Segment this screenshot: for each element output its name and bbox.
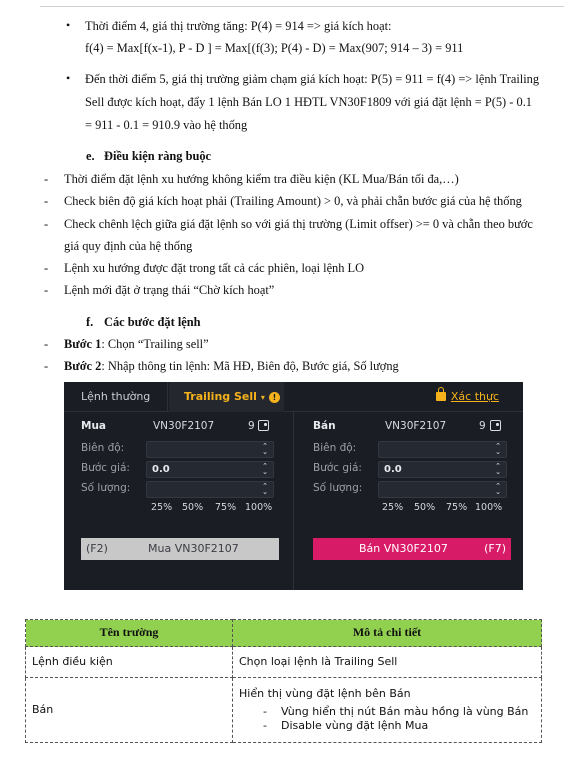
trading-panel (64, 382, 523, 590)
sell-button[interactable] (313, 538, 511, 560)
stepper-icon[interactable]: ⌃ ⌄ (495, 462, 501, 476)
constraint-item: Lệnh mới đặt ở trạng thái “Chờ kích hoạt” (64, 283, 275, 297)
step-2-label: Bước 2 (64, 359, 102, 373)
buy-range-input[interactable] (146, 441, 274, 458)
tab-trailing-sell[interactable] (169, 382, 284, 412)
sell-pct-100[interactable]: 100% (475, 502, 503, 513)
section-e-number: e. (86, 149, 95, 163)
buy-step-label: Bước giá: (81, 462, 130, 474)
bullet-1-line-2: f(4) = Max[f(x-1), P - D ] = Max[(f(3); P(4) - D) = Max(907; 914 – 3) = 911 (85, 41, 464, 55)
stepper-icon[interactable]: ⌃ ⌄ (495, 442, 501, 456)
sell-symbol: VN30F2107 (385, 420, 447, 432)
sell-step-value: 0.0 (384, 464, 402, 475)
sell-range-input[interactable] (378, 441, 507, 458)
buy-step-input[interactable] (146, 461, 274, 478)
dash: - (44, 337, 49, 351)
table-cell-name: Lệnh điều kiện (26, 647, 233, 678)
table-cell-name: Bán (26, 678, 233, 743)
table-row (26, 647, 542, 678)
buy-max-qty: 9 (248, 420, 255, 432)
sell-step-input[interactable] (378, 461, 507, 478)
sell-pct-75[interactable]: 75% (446, 502, 468, 513)
sell-range-label: Biên độ: (313, 442, 357, 454)
sell-qty-input[interactable] (378, 481, 507, 498)
bullet-1-line-1: Thời điểm 4, giá thị trường tăng: P(4) = 914 => giá kích hoạt: (85, 19, 392, 33)
dash: - (44, 172, 49, 186)
buy-button-label: Mua VN30F2107 (148, 542, 239, 555)
buy-button[interactable] (81, 538, 279, 560)
tab-normal-label: Lệnh thường (81, 390, 151, 403)
section-f-title: Các bước đặt lệnh (104, 315, 201, 329)
dash: - (44, 217, 49, 231)
table-cell-desc-block (233, 678, 542, 743)
lock-icon (436, 392, 446, 401)
dash: - (44, 359, 49, 373)
table-sub-list (263, 705, 541, 733)
buy-button-key: (F2) (86, 542, 108, 555)
buy-pct-100[interactable]: 100% (245, 502, 273, 513)
bullet-2-line-3: = 911 - 0.1 = 910.9 vào hệ thống (85, 118, 248, 132)
buy-pct-50[interactable]: 50% (182, 502, 204, 513)
wallet-icon[interactable] (258, 420, 269, 431)
wallet-icon[interactable] (490, 420, 501, 431)
tab-trailing-label: Trailing Sell (184, 390, 257, 403)
sell-step-label: Bước giá: (313, 462, 362, 474)
sell-title: Bán (313, 420, 336, 432)
sell-qty-label: Số lượng: (313, 482, 363, 494)
buy-qty-label: Số lượng: (81, 482, 131, 494)
buy-pct-75[interactable]: 75% (215, 502, 237, 513)
buy-side (64, 412, 294, 590)
section-e-title: Điều kiện ràng buộc (104, 149, 212, 163)
stepper-icon[interactable]: ⌃ ⌄ (495, 482, 501, 496)
table-header-desc: Mô tả chi tiết (233, 620, 542, 647)
table-cell-desc: Chọn loại lệnh là Trailing Sell (233, 647, 542, 678)
constraint-item: Thời điểm đặt lệnh xu hướng không kiểm tra điều kiện (KL Mua/Bán tối đa,…) (64, 172, 459, 186)
table-row (26, 678, 542, 743)
table-header-name: Tên trường (26, 620, 233, 647)
verify-label: Xác thực (450, 390, 499, 403)
stepper-icon[interactable]: ⌃ ⌄ (262, 462, 268, 476)
list-item: - Vùng hiển thị nút Bán màu hồng là vùng Bán (263, 705, 541, 719)
bullet-2-line-1: Đến thời điểm 5, giá thị trường giảm chạm giá kích hoạt: P(5) = 911 = f(4) => lệnh Trailing (85, 72, 540, 86)
stepper-icon[interactable]: ⌃ ⌄ (262, 482, 268, 496)
buy-step-value: 0.0 (152, 464, 170, 475)
order-type-tabs (64, 382, 523, 412)
buy-pct-25[interactable]: 25% (151, 502, 173, 513)
table-header-row (26, 620, 542, 647)
dash: - (44, 283, 49, 297)
top-rule (40, 6, 564, 7)
step-2-text: : Nhập thông tin lệnh: Mã HĐ, Biên độ, Bước giá, Số lượng (101, 359, 399, 373)
step-1 (64, 336, 209, 352)
bullet-dot: • (66, 18, 71, 32)
verify-link[interactable] (436, 382, 499, 412)
buy-symbol: VN30F2107 (153, 420, 215, 432)
info-icon: ! (269, 392, 280, 403)
sell-pct-50[interactable]: 50% (414, 502, 436, 513)
bullet-dot: • (66, 71, 71, 85)
bullet-2-line-2: Sell được kích hoạt, đẩy 1 lệnh Bán LO 1 HĐTL VN30F1809 với giá đặt lệnh = P(5) - 0.1 (85, 95, 532, 109)
dash: - (44, 261, 49, 275)
constraint-item: Check chênh lệch giữa giá đặt lệnh so với giá thị trường (Limit offser) >= 0 và chẵn theo bước (64, 217, 533, 231)
tab-normal-order[interactable] (64, 382, 168, 412)
stepper-icon[interactable]: ⌃ ⌄ (262, 442, 268, 456)
buy-qty-input[interactable] (146, 481, 274, 498)
sell-button-key: (F7) (484, 542, 506, 555)
constraint-item: Lệnh xu hướng được đặt trong tất cả các phiên, loại lệnh LO (64, 261, 365, 275)
dash: - (44, 194, 49, 208)
sell-pct-25[interactable]: 25% (382, 502, 404, 513)
sell-side (296, 412, 523, 590)
list-item: - Disable vùng đặt lệnh Mua (263, 719, 541, 733)
chevron-down-icon: ▾ (260, 393, 265, 402)
step-1-text: : Chọn “Trailing sell” (101, 337, 209, 351)
constraint-item: Check biên độ giá kích hoạt phải (Trailing Amount) > 0, và phải chẵn bước giá của hệ thống (64, 194, 522, 208)
step-1-label: Bước 1 (64, 337, 102, 351)
step-2 (64, 358, 399, 374)
constraint-item-continued: giá quy định của hệ thống (64, 239, 193, 253)
buy-title: Mua (81, 420, 107, 432)
field-description-table (25, 619, 542, 743)
sell-max-qty: 9 (479, 420, 486, 432)
buy-range-label: Biên độ: (81, 442, 125, 454)
sell-button-label: Bán VN30F2107 (359, 542, 448, 555)
section-f-number: f. (86, 315, 94, 329)
table-cell-desc: Hiển thị vùng đặt lệnh bên Bán (239, 686, 411, 700)
